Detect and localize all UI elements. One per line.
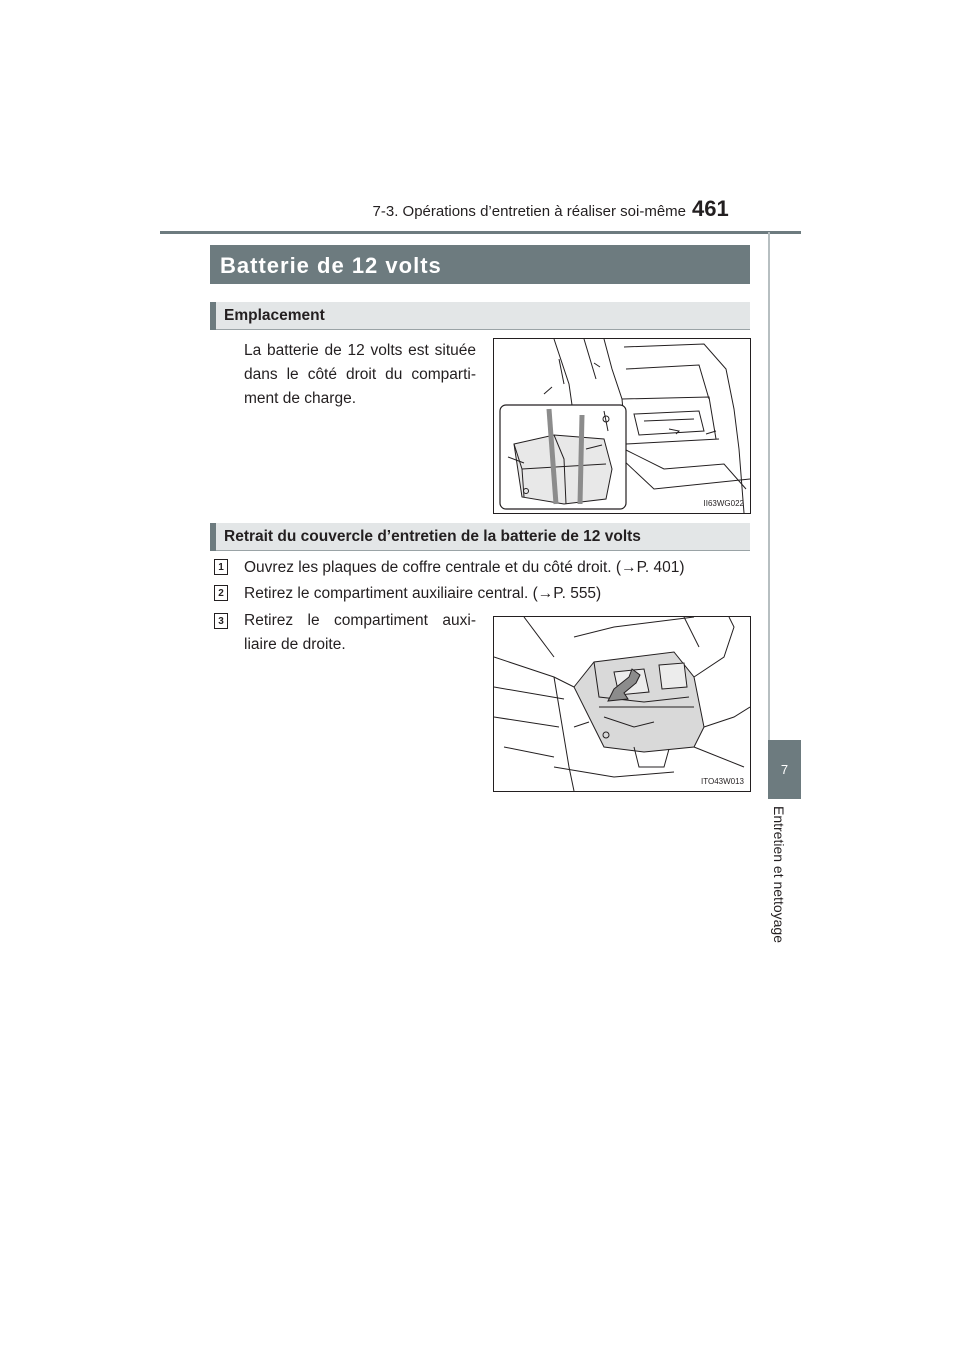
page-number: 461 (692, 196, 729, 221)
section-heading-marker (210, 523, 216, 551)
side-rule (768, 232, 770, 740)
page-title: Batterie de 12 volts (220, 253, 442, 278)
step-text-3: Retirez le compartiment auxi-liaire de droite. (244, 612, 476, 653)
figure-code: II63WG022 (703, 499, 744, 508)
step-text-2: Retirez le compartiment auxiliaire central. (→P. 555) (244, 585, 602, 602)
section-header: 7-3. Opérations d’entretien à réaliser soi-même (372, 203, 686, 220)
chapter-label: Entretien et nettoyage (771, 806, 787, 943)
chapter-tab: 7 (768, 740, 801, 799)
step-number-1: 1 (214, 559, 228, 575)
step-text-1: Ouvrez les plaques de coffre centrale et du côté droit. (→P. 401) (244, 559, 685, 576)
cargo-area-illustration (494, 339, 750, 513)
figure-battery-location (493, 338, 751, 514)
location-text: La batterie de 12 volts est située dans le côté droit du comparti-ment de charge. (244, 342, 476, 407)
step-number-3: 3 (214, 613, 228, 629)
step-number-2: 2 (214, 585, 228, 601)
section-heading-emplacement: Emplacement (224, 307, 325, 324)
figure-aux-compartment (493, 616, 751, 792)
section-heading-removal: Retrait du couvercle d’entretien de la batterie de 12 volts (224, 528, 641, 545)
section-heading-marker (210, 302, 216, 330)
figure-code: ITO43W013 (701, 777, 744, 786)
compartment-illustration (494, 617, 750, 791)
header-rule (160, 231, 801, 234)
